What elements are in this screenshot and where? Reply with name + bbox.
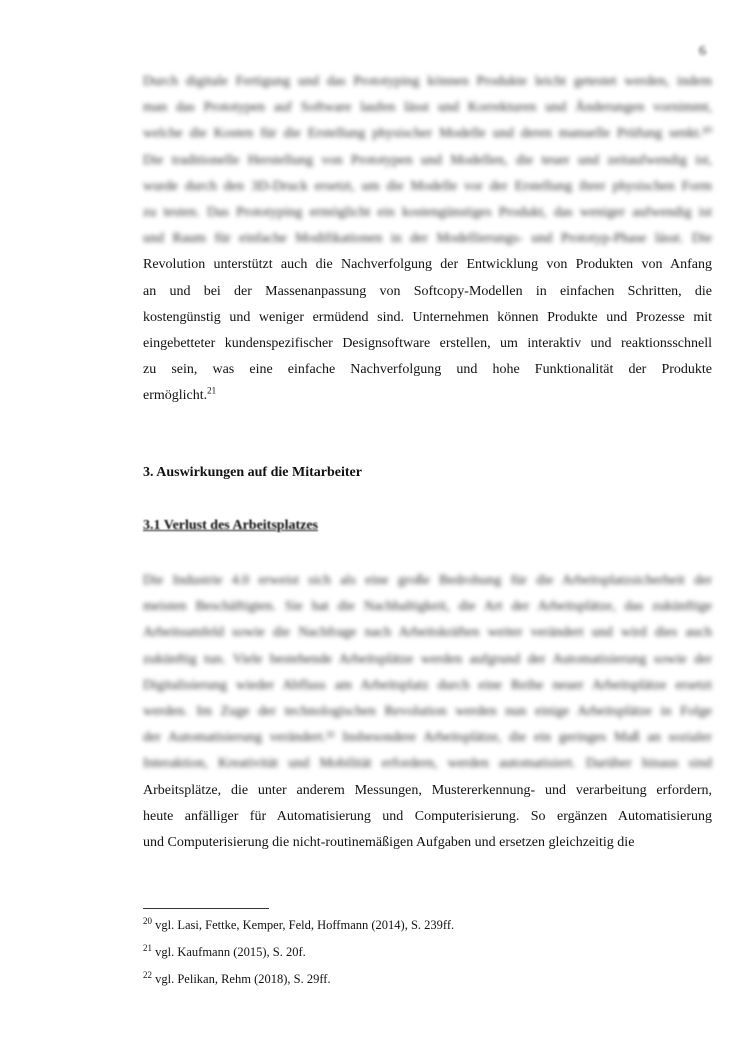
paragraph-1 (143, 69, 712, 409)
footnote-text: vgl. Kaufmann (2015), S. 20f. (155, 945, 306, 959)
text-line: wurde durch den 3D-Druck ersetzt, um die Modelle vor der Erstellung ihrer physischen Form (143, 178, 712, 194)
text-line: Durch digitale Fertigung und das Prototyping können Produkte leicht getestet werden, indem (143, 74, 712, 89)
subsection-heading (143, 518, 318, 534)
text-line: zu testen. Das Prototyping ermöglicht ein kostengünstiges Produkt, das weniger aufwendig ist (143, 204, 712, 220)
footnote-reference: 21 (207, 385, 217, 396)
text-line: kostengünstig und weniger ermüdend sind. Unternehmen können Produkte und Prozesse mit (143, 309, 712, 325)
text-line (143, 383, 712, 409)
text-line: Arbeitsumfeld sowie die Nachfrage nach Arbeitskräften weiter verändert und wird dies auch (143, 625, 712, 641)
text-line: Arbeitsplätze, die unter anderem Messungen, Mustererkennung- und verarbeitung erfordern, (143, 782, 712, 798)
blurred-text-region (143, 568, 712, 778)
text-fragment: ermöglicht. (143, 388, 208, 404)
text-line: Die traditionelle Herstellung von Prototypen und Modellen, die teuer und zeitaufwendig ist, (143, 152, 712, 168)
text-line: man das Prototypen auf Software laufen lässt und Korrekturen und Änderungen vornimmt, (143, 100, 712, 116)
footnote-number: 21 (143, 942, 152, 953)
subsection-heading-text: 3.1 Verlust des Arbeitsplatzes (143, 518, 318, 533)
footnote-text: vgl. Lasi, Fettke, Kemper, Feld, Hoffmann (2014), S. 239ff. (155, 918, 455, 932)
text-line: werden. Im Zuge der technologischen Revolution werden nun einige Arbeitsplätze in Folge (143, 703, 712, 719)
text-line: Digitalisierung wieder Abfluss am Arbeitsplatz durch eine Reihe neuer Arbeitsplätze ersetzt (143, 677, 712, 693)
footnote-separator (143, 908, 269, 909)
footnote (143, 969, 331, 987)
section-heading: 3. Auswirkungen auf die Mitarbeiter (143, 465, 362, 480)
footnote-text: vgl. Pelikan, Rehm (2018), S. 29ff. (155, 972, 331, 986)
text-line: zu sein, was eine einfache Nachverfolgung und hohe Funktionalität der Produkte (143, 362, 712, 378)
text-line: meisten Beschäftigten. Sie hat die Nachhaltigkeit, die Art der Arbeitsplätze, das zukünftige (143, 599, 712, 615)
footnote-number: 20 (143, 915, 152, 926)
text-line: der Automatisierung verändert.²² Insbesondere Arbeitsplätze, die ein geringes Maß an sozialer (143, 730, 712, 746)
text-line: Interaktion, Kreativität und Mobilität erfordern, werden automatisiert. Darüber hinaus sind (143, 756, 712, 772)
footnote-number: 22 (143, 969, 152, 980)
footnote (143, 942, 306, 960)
footnote (143, 915, 455, 933)
blurred-text-region (143, 69, 712, 252)
text-line: eingebetteter kundenspezifischer Designsoftware erstellen, um interaktiv und reaktionsschnell (143, 335, 712, 351)
text-line: welche die Kosten für die Erstellung physischer Modelle und deren manuelle Prüfung senkt.²⁰ (143, 126, 712, 142)
paragraph-2 (143, 568, 712, 856)
text-line: Die Industrie 4.0 erweist sich als eine große Bedrohung für die Arbeitsplatzsicherheit der (143, 573, 712, 588)
text-line: Revolution unterstützt auch die Nachverfolgung der Entwicklung von Produkten von Anfang (143, 257, 712, 273)
text-line: an und bei der Massenanpassung von Softcopy-Modellen in einfachen Schritten, die (143, 283, 712, 299)
text-line: und Computerisierung die nicht-routinemäßigen Aufgaben und ersetzen gleichzeitig die (143, 834, 635, 850)
text-line: heute anfälliger für Automatisierung und Computerisierung. So ergänzen Automatisierung (143, 808, 712, 824)
text-line: und Raum für einfache Modifikationen in der Modellierungs- und Prototyp-Phase lässt. Die (143, 231, 712, 247)
text-line: zukünftig tun. Viele bestehende Arbeitsplätze werden aufgrund der Automatisierung sowie der (143, 651, 712, 667)
page-number: 6 (699, 44, 706, 59)
